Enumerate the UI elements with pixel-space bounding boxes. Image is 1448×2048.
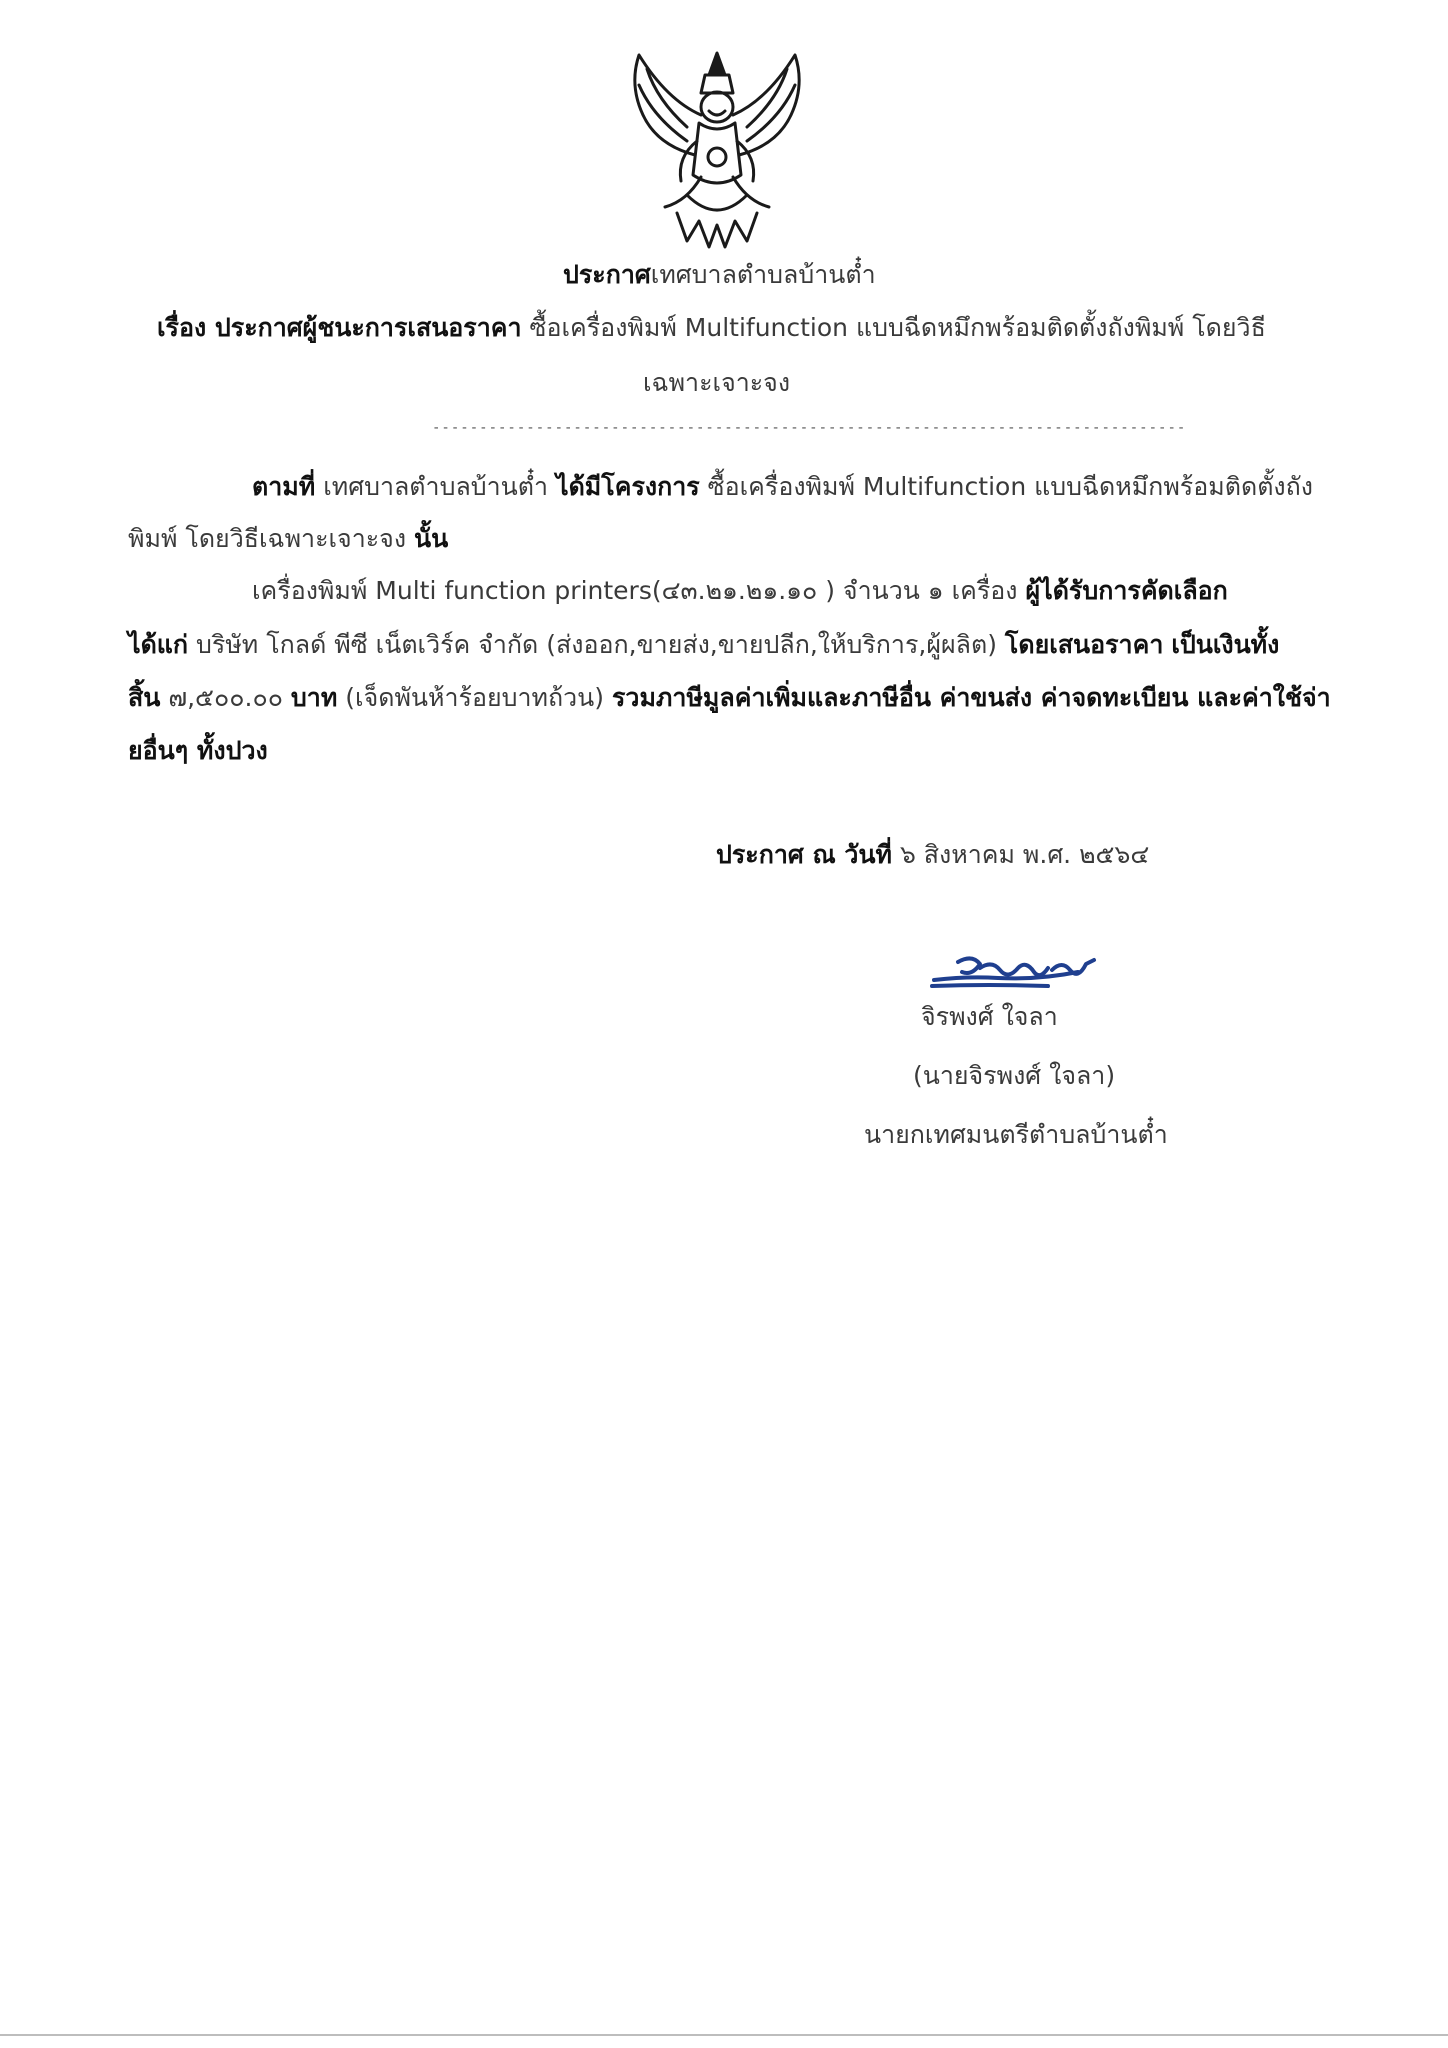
- p2-l3-prefix: สิ้น: [128, 683, 161, 712]
- p2-currency: บาท: [290, 683, 338, 712]
- subject-line: [157, 313, 1266, 343]
- p2-offer-label: โดยเสนอราคา: [1004, 630, 1164, 659]
- p1-municipality: เทศบาลตำบลบ้านต๋ำ: [323, 472, 549, 501]
- p2-l3-rest: รวมภาษีมูลค่าเพิ่มและภาษีอื่น ค่าขนส่ง ค่าจดทะเบียน และค่าใช้จ่า: [611, 683, 1331, 712]
- signer-position: นายกเทศมนตรีตำบลบ้านต๋ำ: [864, 1120, 1168, 1149]
- handwritten-signature: [928, 950, 1100, 992]
- p2-total-label: เป็นเงินทั้ง: [1171, 630, 1280, 659]
- page-bottom-edge: [0, 2034, 1448, 2036]
- title-municipality: เทศบาลตำบลบ้านต๋ำ: [650, 260, 876, 289]
- p2-selected-label: ผู้ได้รับการคัดเลือก: [1025, 576, 1228, 605]
- paragraph-1-line-2: [128, 524, 448, 554]
- subject-continuation: เฉพาะเจาะจง: [643, 368, 791, 397]
- p2-given-label: ได้แก่: [128, 630, 189, 659]
- subject-text: ซื้อเครื่องพิมพ์ Multifunction แบบฉีดหมึกพร้อมติดตั้งถังพิมพ์ โดยวิธี: [529, 313, 1266, 342]
- title-announcement: ประกาศ: [563, 260, 651, 289]
- paragraph-2-line-3: [128, 683, 1331, 713]
- paragraph-1-line-1: [252, 472, 1313, 502]
- p1-project-label: ได้มีโครงการ: [556, 472, 700, 501]
- p1-project-name: ซื้อเครื่องพิมพ์ Multifunction แบบฉีดหมึกพร้อมติดตั้งถัง: [707, 472, 1313, 501]
- paragraph-2-line-4: ยอื่นๆ ทั้งปวง: [128, 736, 268, 765]
- separator-line: --------------------------------------------------------------------------------: [432, 420, 1187, 436]
- p1-word-1: ตามที่: [252, 472, 316, 501]
- paragraph-2-line-2: [128, 630, 1279, 660]
- p2-company: บริษัท โกลด์ พีซี เน็ตเวิร์ค จำกัด (ส่งออก,ขายส่ง,ขายปลีก,ให้บริการ,ผู้ผลิต): [196, 630, 997, 659]
- signer-full-name: (นายจิรพงศ์ ใจลา): [913, 1061, 1116, 1090]
- subject-label: เรื่อง ประกาศผู้ชนะการเสนอราคา: [157, 313, 522, 342]
- document-title: [563, 260, 876, 290]
- p2-item: เครื่องพิมพ์ Multi function printers(๔๓.๒๑.๒๑.๑๐ ) จำนวน ๑ เครื่อง: [252, 576, 1018, 605]
- date-value: ๖ สิงหาคม พ.ศ. ๒๕๖๔: [899, 840, 1150, 869]
- p1-method: พิมพ์ โดยวิธีเฉพาะเจาะจง: [128, 524, 407, 553]
- p2-amount: ๗,๕๐๐.๐๐: [168, 683, 283, 712]
- p2-amount-words: (เจ็ดพันห้าร้อยบาทถ้วน): [345, 683, 605, 712]
- garuda-emblem-icon: [617, 45, 817, 255]
- announcement-date: [716, 840, 1149, 870]
- p1-end: นั้น: [413, 524, 449, 553]
- date-label: ประกาศ ณ วันที่: [716, 840, 892, 869]
- paragraph-2-line-1: [252, 576, 1228, 606]
- signed-name: จิรพงศ์ ใจลา: [921, 1002, 1058, 1031]
